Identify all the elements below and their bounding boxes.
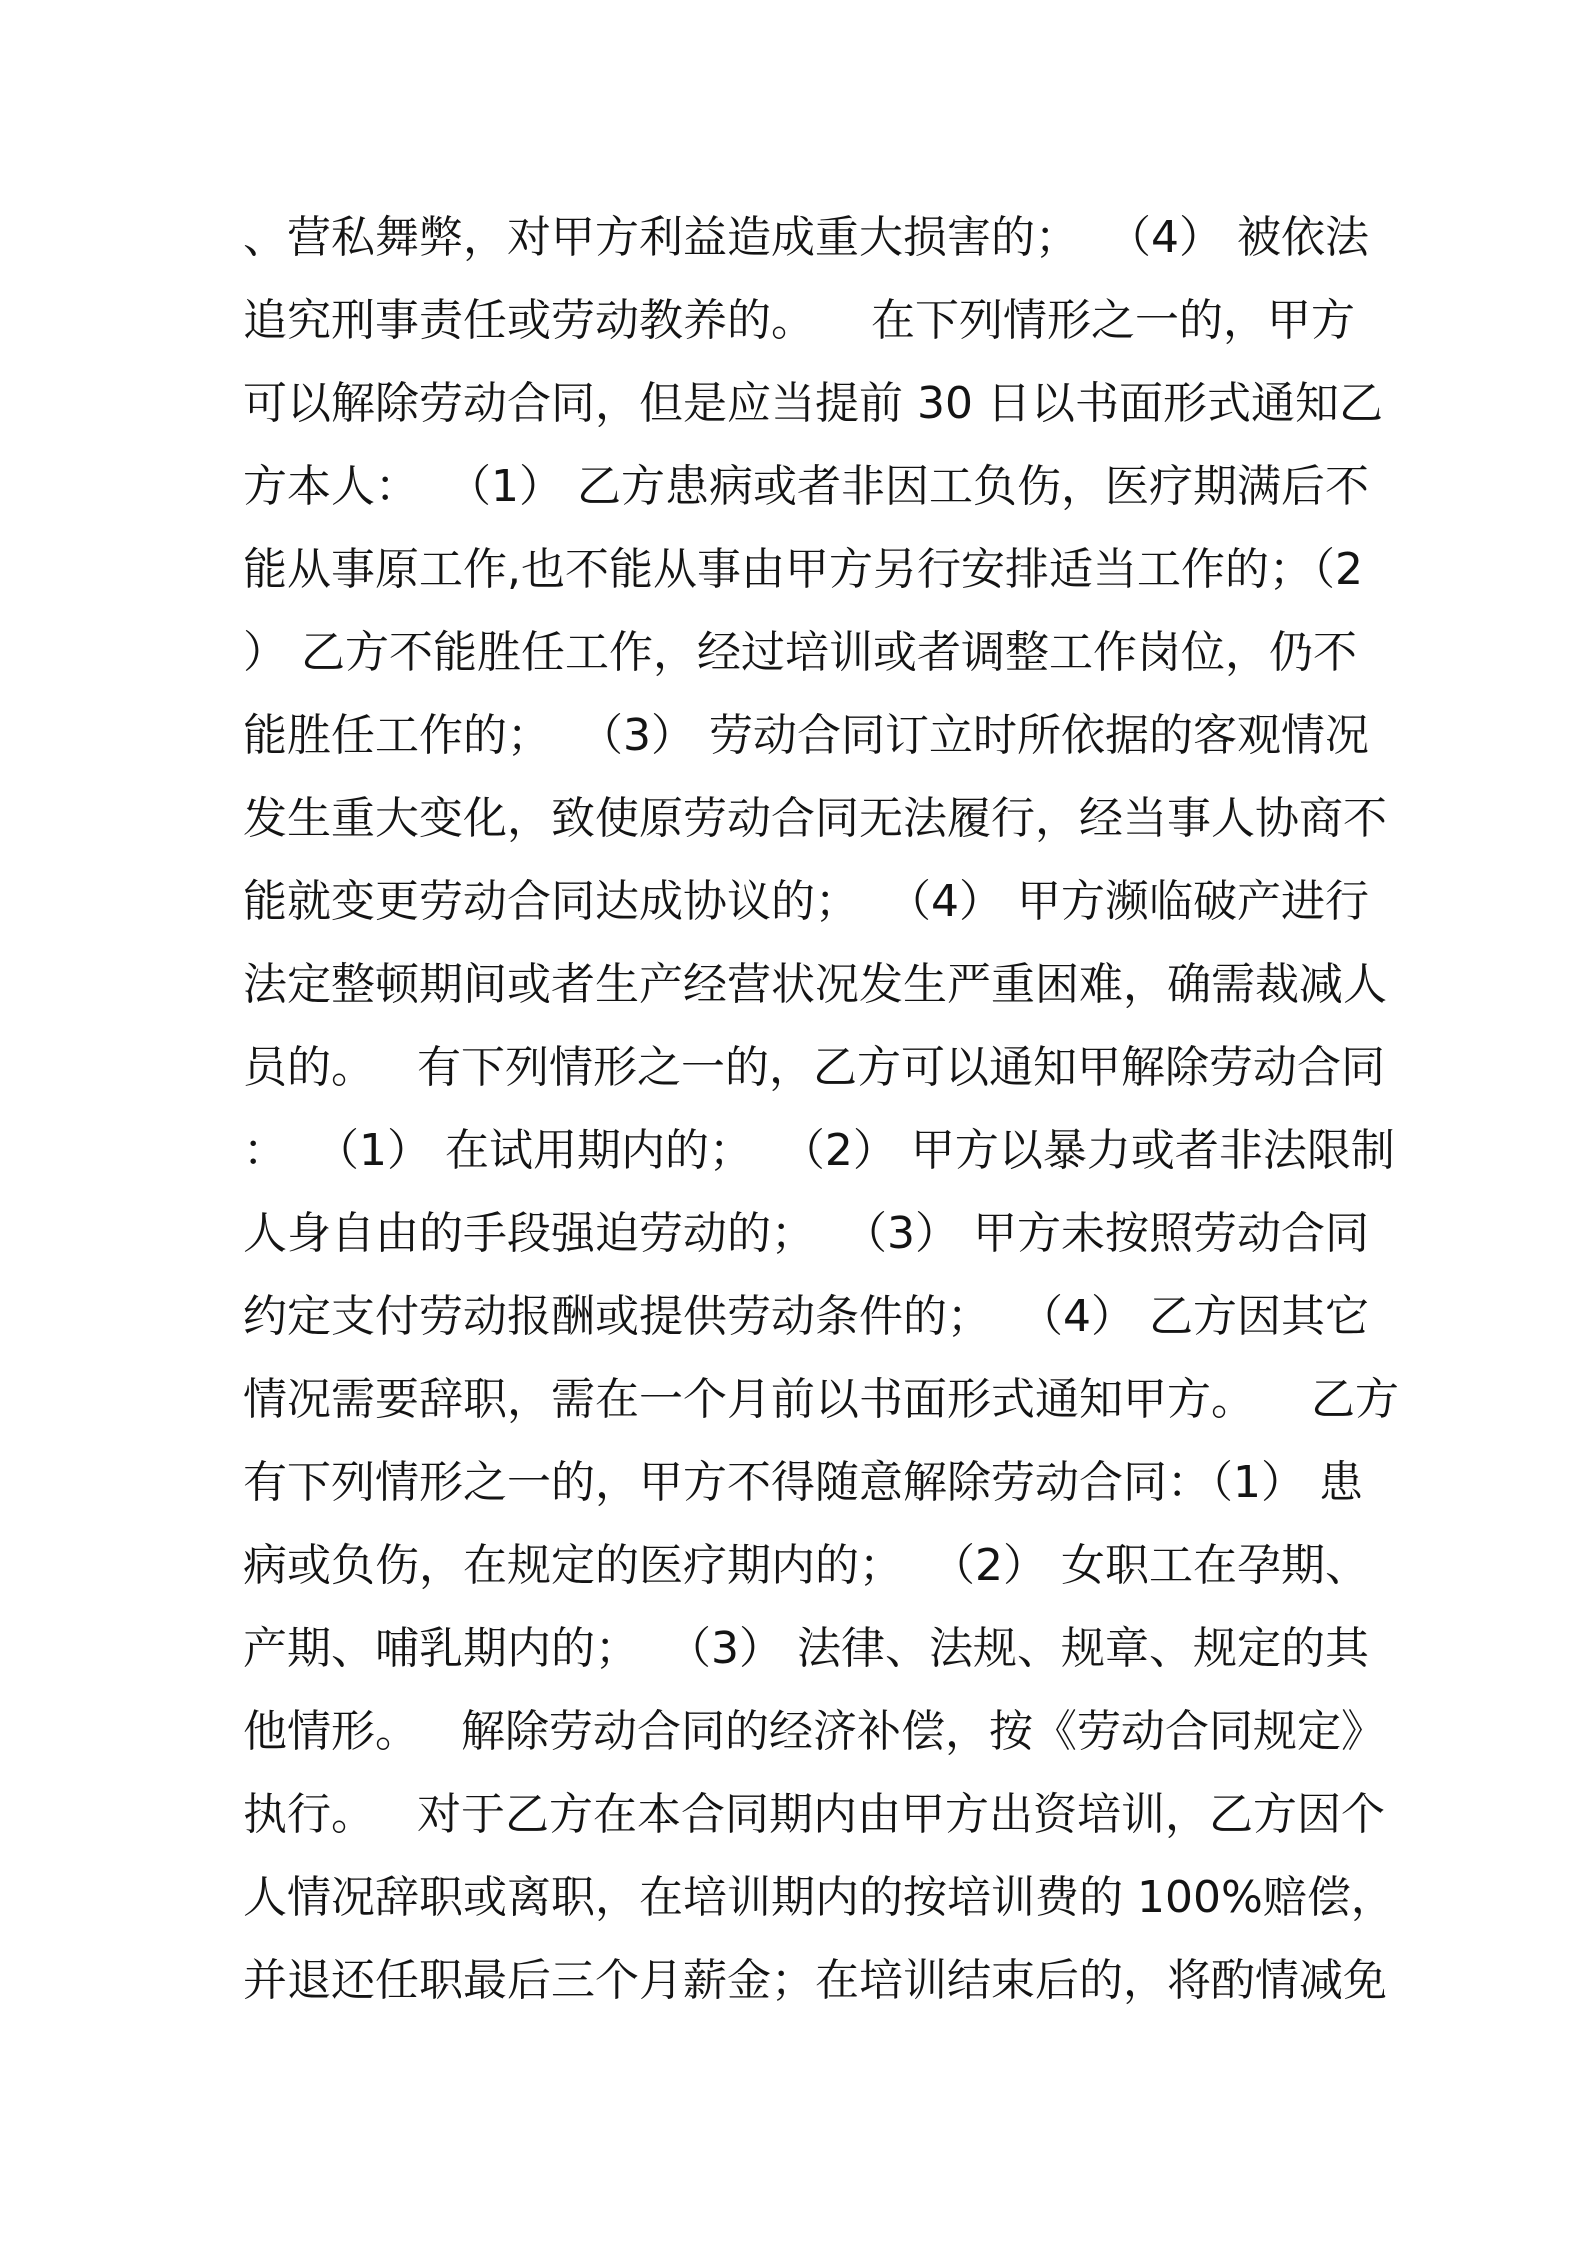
text-line: 人情况辞职或离职，在培训期内的按培训费的 100%赔偿，	[243, 1872, 1395, 1923]
text-line: 病或负伤，在规定的医疗期内的； （2） 女职工在孕期、	[243, 1540, 1369, 1591]
text-line: 发生重大变化，致使原劳动合同无法履行，经当事人协商不	[243, 793, 1387, 844]
text-line: 产期、哺乳期内的； （3） 法律、法规、规章、规定的其	[243, 1623, 1369, 1674]
text-line: ） 乙方不能胜任工作，经过培训或者调整工作岗位，仍不	[243, 627, 1357, 678]
text-line: 追究刑事责任或劳动教养的。 在下列情形之一的，甲方	[243, 295, 1355, 346]
text-line: 有下列情形之一的，甲方不得随意解除劳动合同：（1） 患	[243, 1457, 1363, 1508]
text-line: 员的。 有下列情形之一的，乙方可以通知甲解除劳动合同	[243, 1042, 1385, 1093]
text-line: 人身自由的手段强迫劳动的； （3） 甲方未按照劳动合同	[243, 1208, 1369, 1259]
text-line: 能就变更劳动合同达成协议的； （4） 甲方濒临破产进行	[243, 876, 1369, 927]
text-line: ： （1） 在试用期内的； （2） 甲方以暴力或者非法限制	[243, 1125, 1395, 1176]
text-line: 情况需要辞职，需在一个月前以书面形式通知甲方。 乙方	[243, 1374, 1399, 1425]
body-text	[243, 196, 1399, 2022]
text-line: 方本人： （1） 乙方患病或者非因工负伤，医疗期满后不	[243, 461, 1369, 512]
text-line: 执行。 对于乙方在本合同期内由甲方出资培训，乙方因个	[243, 1789, 1385, 1840]
text-line: 并退还任职最后三个月薪金；在培训结束后的，将酌情减免	[243, 1955, 1387, 2006]
text-line: 可以解除劳动合同，但是应当提前 30 日以书面形式通知乙	[243, 378, 1383, 429]
text-line: 约定支付劳动报酬或提供劳动条件的； （4） 乙方因其它	[243, 1291, 1369, 1342]
text-line: 他情形。 解除劳动合同的经济补偿，按《劳动合同规定》	[243, 1706, 1385, 1757]
text-line: 能胜任工作的； （3） 劳动合同订立时所依据的客观情况	[243, 710, 1369, 761]
text-line: 、营私舞弊，对甲方利益造成重大损害的； （4） 被依法	[243, 212, 1369, 263]
text-line: 能从事原工作,也不能从事由甲方另行安排适当工作的；（2	[243, 544, 1363, 595]
text-line: 法定整顿期间或者生产经营状况发生严重困难，确需裁减人	[243, 959, 1387, 1010]
